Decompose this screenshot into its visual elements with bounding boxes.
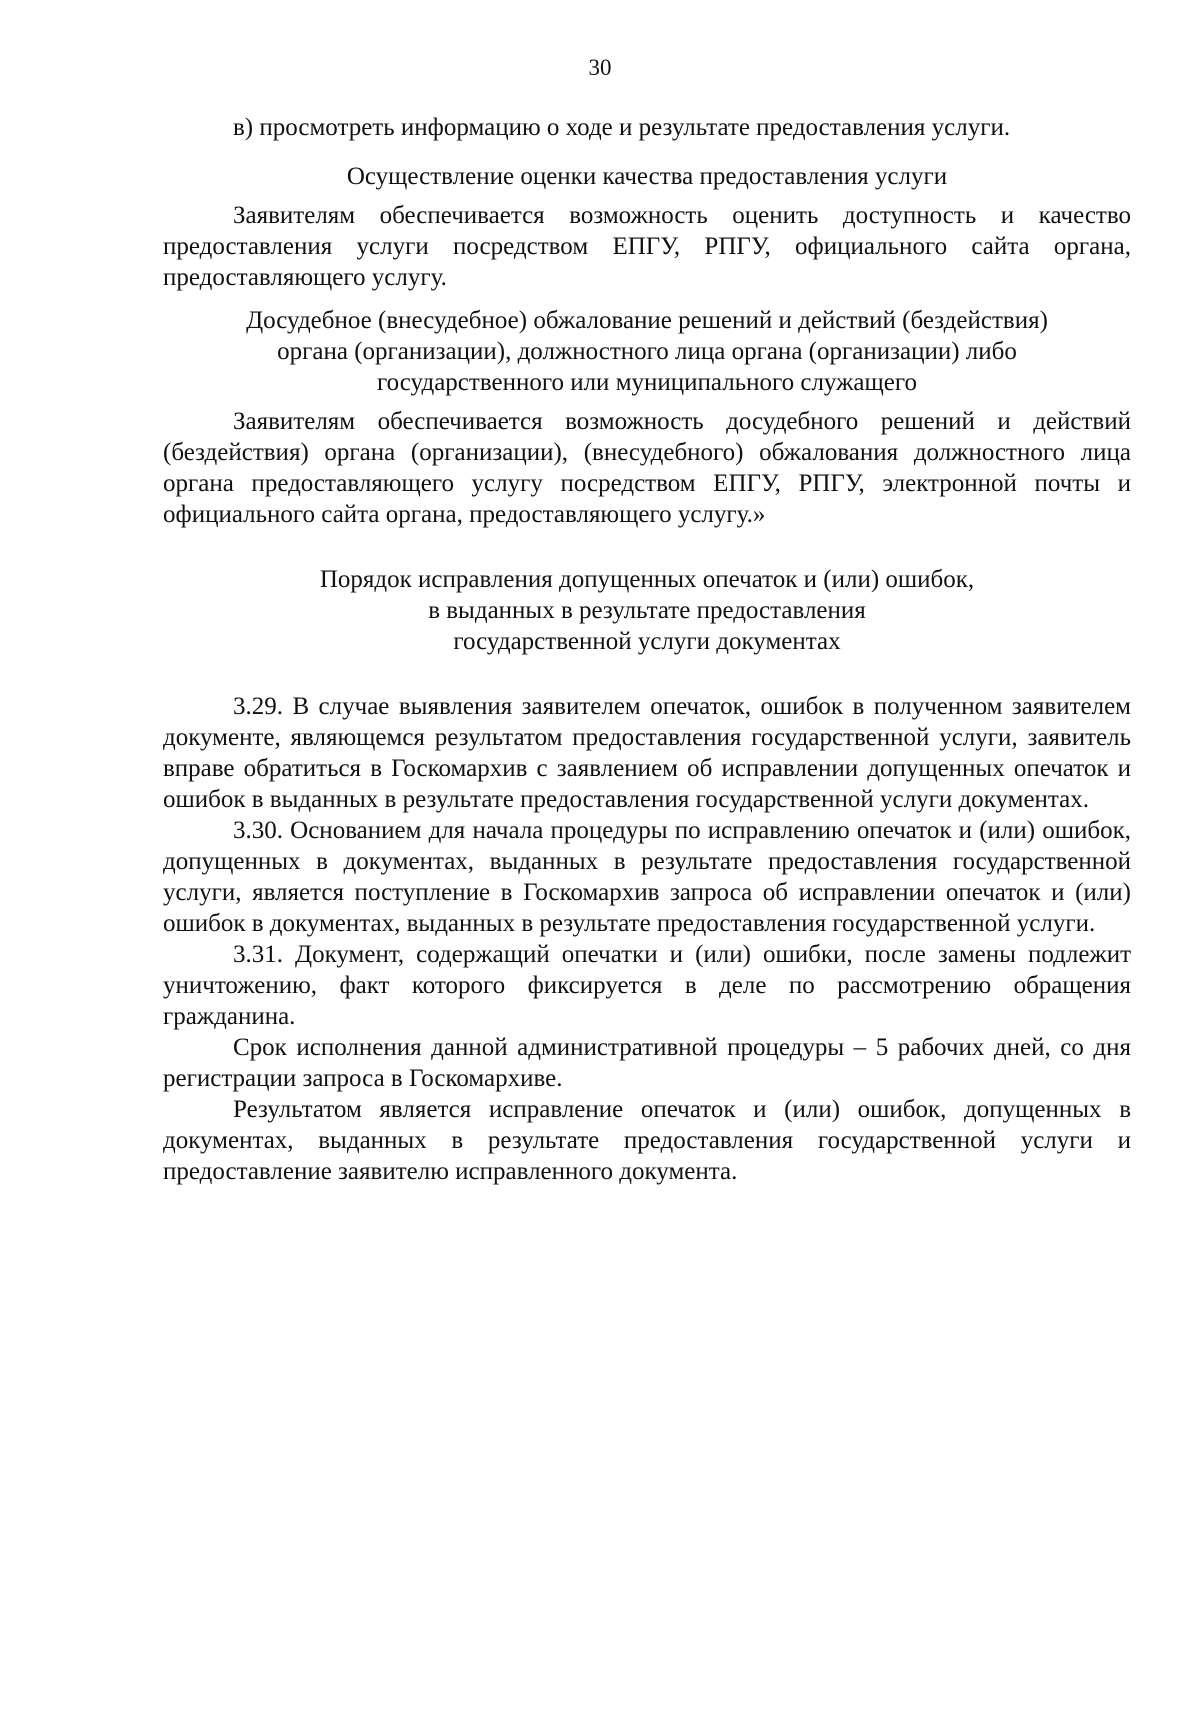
heading-line: Порядок исправления допущенных опечаток и (или) ошибок,	[319, 566, 975, 593]
intro-list-item: в) просмотреть информацию о ходе и результате предоставления услуги.	[233, 114, 1011, 141]
paragraph-result: Результатом является исправление опечаток и (или) ошибок, допущенных в документах, выданных в результате предоставления государственной услуги и предоставление заявителю исправленного документа.	[163, 1096, 1131, 1185]
heading-line: государственной услуги документах	[453, 628, 841, 655]
paragraph-appeal: Заявителям обеспечивается возможность досудебного решений и действий (бездействия) органа (организации), (внесудебного) обжалования должностного лица органа предоставляющего услугу посредством ЕПГУ, РПГУ, электронной почты и официального сайта органа, предоставляющего услугу.»	[163, 408, 1131, 528]
paragraph-3-31: 3.31. Документ, содержащий опечатки и (или) ошибки, после замены подлежит уничтожению, факт которого фиксируется в деле по рассмотрению обращения гражданина.	[163, 941, 1131, 1030]
document-body	[163, 112, 1131, 1187]
section-heading-appeal	[163, 305, 1131, 398]
heading-line: Досудебное (внесудебное) обжалование решений и действий (бездействия)	[246, 307, 1048, 334]
paragraph-3-29: 3.29. В случае выявления заявителем опечаток, ошибок в полученном заявителем документе, являющемся результатом предоставления государственной услуги, заявитель вправе обратиться в Госкомархив с заявлением об исправлении допущенных опечаток и ошибок в выданных в результате предоставления государственной услуги документах.	[163, 693, 1131, 813]
heading-line: органа (организации), должностного лица органа (организации) либо	[277, 338, 1017, 365]
paragraph-3-30: 3.30. Основанием для начала процедуры по исправлению опечаток и (или) ошибок, допущенных в документах, выданных в результате предоставления государственной услуги, является поступление в Госкомархив запроса об исправлении опечаток и (или) ошибок в документах, выданных в результате предоставления государственной услуги.	[163, 817, 1131, 937]
section-heading-corrections	[163, 564, 1131, 657]
heading-line: в выданных в результате предоставления	[428, 597, 866, 624]
section-heading-quality: Осуществление оценки качества предоставления услуги	[346, 163, 948, 190]
paragraph-deadline: Срок исполнения данной административной процедуры – 5 рабочих дней, со дня регистрации запроса в Госкомархиве.	[163, 1034, 1131, 1092]
paragraph-quality: Заявителям обеспечивается возможность оценить доступность и качество предоставления услуги посредством ЕПГУ, РПГУ, официального сайта органа, предоставляющего услугу.	[163, 202, 1131, 291]
heading-line: государственного или муниципального служащего	[377, 369, 917, 396]
page-number: 30	[588, 55, 612, 80]
